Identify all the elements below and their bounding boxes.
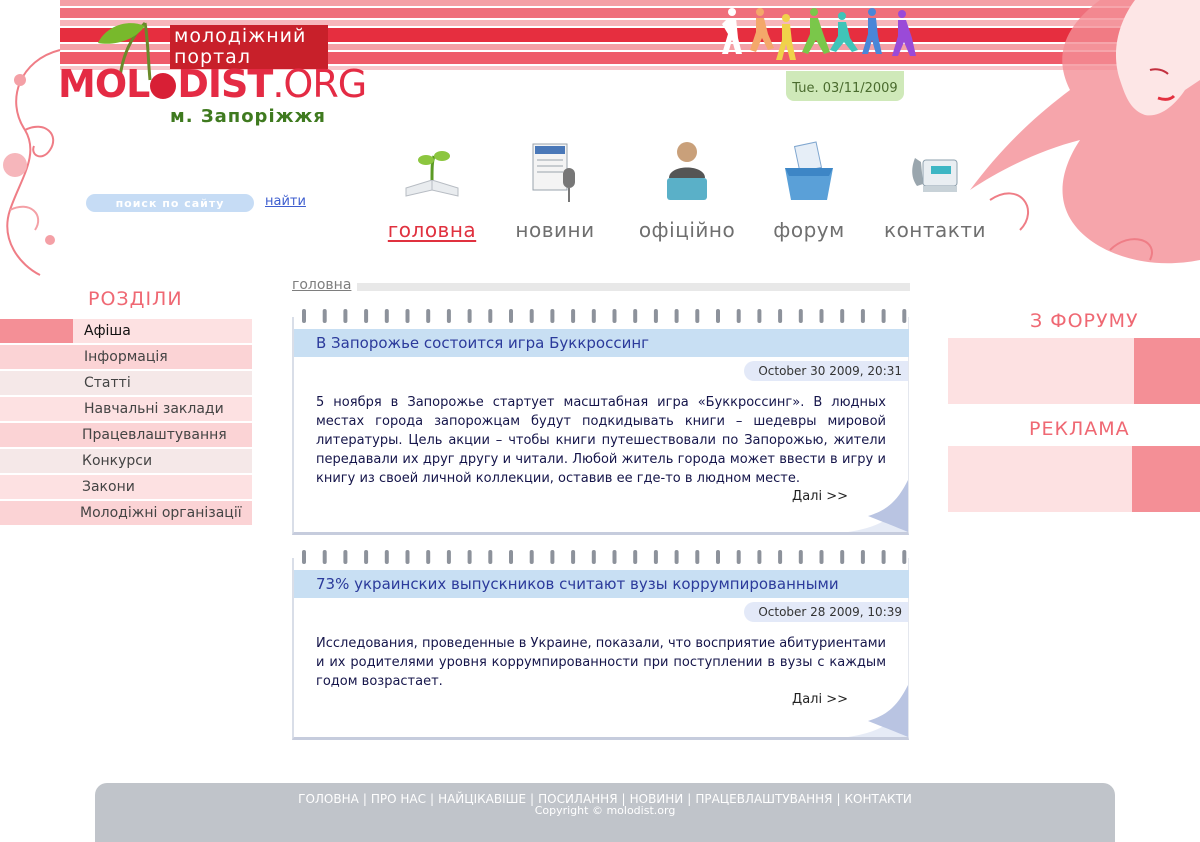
sidebar-item-afisha[interactable]: [0, 318, 252, 344]
sidebar-item-label: Навчальні заклади: [84, 401, 224, 417]
footer-link-links[interactable]: ПОСИЛАННЯ: [538, 792, 618, 806]
dancing-people-icon: [718, 4, 928, 64]
article-date: October 28 2009, 10:39: [744, 602, 908, 622]
sections-title: РОЗДІЛИ: [88, 288, 183, 310]
site-logo[interactable]: MOL DIST.ORG: [58, 62, 367, 106]
footer-link-interesting[interactable]: НАЙЦІКАВІШЕ: [438, 792, 527, 806]
sidebar-item-label: Інформація: [84, 349, 168, 365]
main-nav: [372, 138, 1002, 248]
sidebar-item-label: Конкурси: [82, 453, 153, 469]
newspaper-microphone-icon: [525, 138, 585, 210]
spiral-binding-icon: [294, 309, 909, 329]
nav-label-news: новини: [515, 218, 595, 242]
read-more-link[interactable]: Далі >>: [792, 489, 848, 504]
nav-label-forum: форум: [773, 218, 845, 242]
footer-link-home[interactable]: ГОЛОВНА: [298, 792, 359, 806]
nav-item-official[interactable]: [627, 138, 747, 248]
nav-item-forum[interactable]: [749, 138, 869, 248]
ads-section-title: РЕКЛАМА: [1029, 418, 1130, 440]
article-date: October 30 2009, 20:31: [744, 361, 908, 381]
breadcrumb-bar: [357, 283, 910, 291]
nav-item-news[interactable]: [495, 138, 615, 248]
official-person-icon: [657, 138, 717, 210]
forum-box: [948, 338, 1200, 404]
page-curl-icon: [848, 480, 908, 532]
footer-link-contacts[interactable]: КОНТАКТИ: [844, 792, 912, 806]
sidebar-item-label: Афіша: [84, 323, 131, 339]
sidebar-item-contests[interactable]: [0, 448, 252, 474]
logo-tagline-2: портал: [174, 46, 251, 68]
sidebar-item-schools[interactable]: [0, 396, 252, 422]
sidebar-item-information[interactable]: [0, 344, 252, 370]
read-more-link[interactable]: Далі >>: [792, 692, 848, 707]
article-body: 5 ноября в Запорожье стартует масштабная игра «Буккроссинг». В людных местах города запорожцам будут подкидывать книги – шедевры мировой литературы. Цель акции – чтобы книги путешествовали по Запорожью, жители передавали их друг другу и читали. Любой житель города может ввести в игру и книгу из своей личной коллекции, оставив ее где-то в людном месте.: [316, 395, 886, 486]
search-input[interactable]: [86, 194, 254, 212]
logo-tagline-1: молодіжний: [174, 25, 307, 47]
article-title[interactable]: В Запорожье состоится игра Буккроссинг: [316, 334, 650, 352]
nav-label-official: офіційно: [638, 218, 736, 242]
sidebar-item-youth-orgs[interactable]: [0, 500, 252, 526]
article-title[interactable]: 73% украинских выпускников считают вузы коррумпированными: [316, 575, 839, 593]
page-curl-icon: [848, 685, 908, 737]
nav-label-contacts: контакти: [883, 218, 987, 242]
breadcrumb[interactable]: головна: [292, 277, 352, 293]
footer-link-about[interactable]: ПРО НАС: [370, 792, 427, 806]
sprout-book-icon: [402, 138, 462, 210]
ads-box: [948, 446, 1200, 512]
article-body: Исследования, проведенные в Украине, показали, что восприятие абитуриентами и их родителями уровня коррумпированности при поступлении в вузы с каждым годом возрастает.: [316, 636, 886, 689]
sidebar-item-label: Працевлаштування: [82, 427, 227, 443]
phone-fax-icon: [905, 138, 965, 210]
sidebar-item-laws[interactable]: [0, 474, 252, 500]
sidebar-item-label: Закони: [82, 479, 135, 495]
sidebar-item-employment[interactable]: [0, 422, 252, 448]
sidebar-item-label: Статті: [84, 375, 131, 391]
sidebar-item-articles[interactable]: [0, 370, 252, 396]
search-button[interactable]: найти: [265, 194, 306, 209]
nav-label-home: головна: [387, 218, 477, 242]
article-card: [292, 317, 909, 535]
sidebar-menu: [0, 318, 252, 526]
nav-item-home[interactable]: [372, 138, 492, 248]
footer-link-news[interactable]: НОВИНИ: [629, 792, 684, 806]
current-date: Tue. 03/11/2009: [786, 71, 904, 101]
spiral-binding-icon: [294, 550, 909, 570]
forum-section-title: З ФОРУМУ: [1030, 310, 1139, 332]
forum-box-icon: [779, 138, 839, 210]
nav-item-contacts[interactable]: [875, 138, 995, 248]
article-card: [292, 558, 909, 740]
sidebar-item-label: Молодіжні організації: [80, 505, 242, 521]
copyright: Copyright © molodist.org: [534, 804, 676, 817]
footer-link-employment[interactable]: ПРАЦЕВЛАШТУВАННЯ: [695, 792, 833, 806]
footer: [95, 783, 1115, 842]
city-name: м. Запоріжжя: [170, 106, 326, 127]
footer-links: ГОЛОВНА | ПРО НАС | НАЙЦІКАВІШЕ | ПОСИЛАННЯ | НОВИНИ | ПРАЦЕВЛАШТУВАННЯ | КОНТАКТИ: [298, 792, 912, 806]
